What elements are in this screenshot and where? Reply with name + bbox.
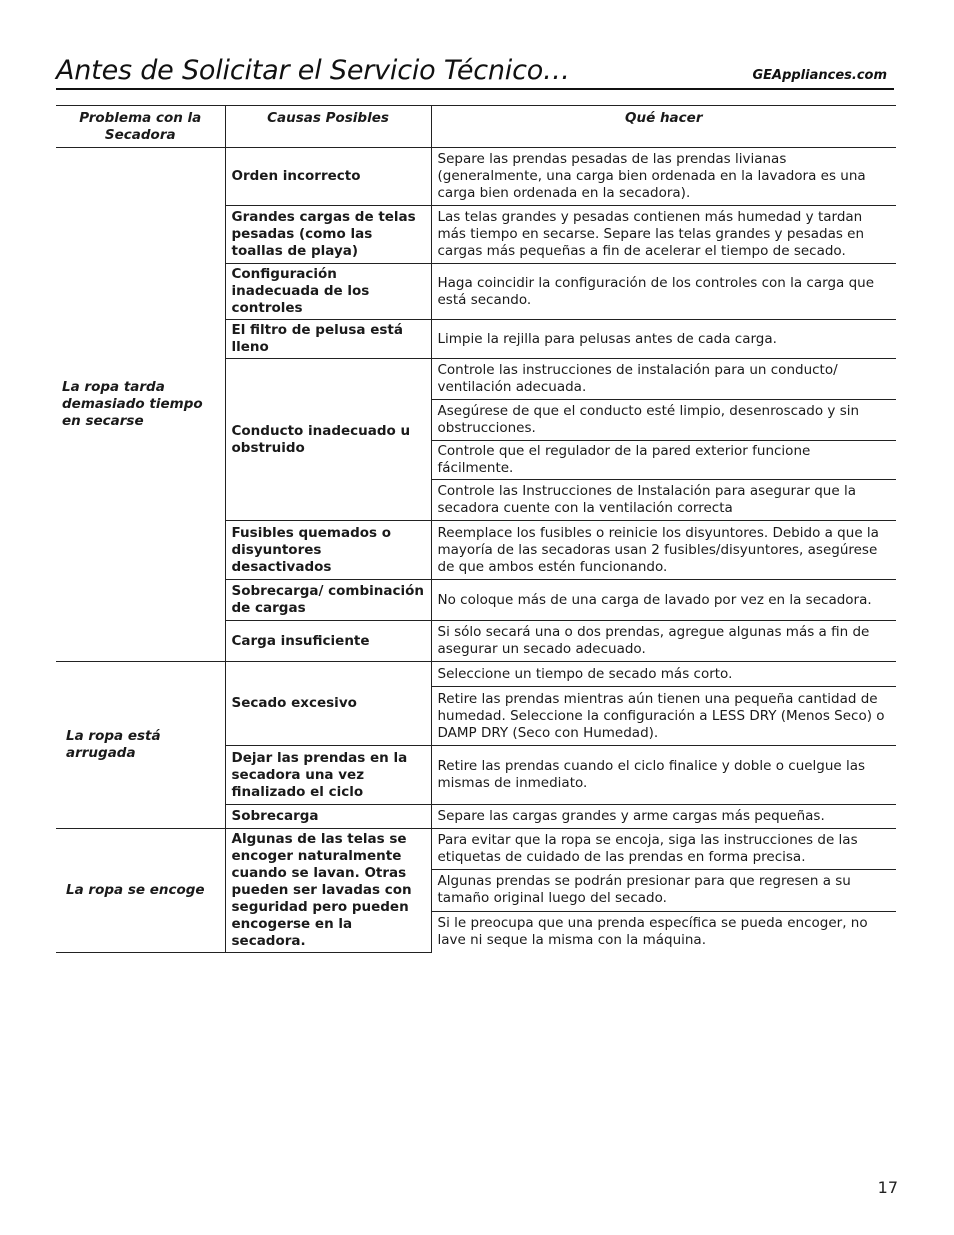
cause-cell: Orden incorrecto xyxy=(225,148,431,206)
cause-cell: Secado excesivo xyxy=(225,662,431,746)
cause-cell: Carga insuficiente xyxy=(225,621,431,662)
cause-cell: Grandes cargas de telas pesadas (como las toallas de playa) xyxy=(225,206,431,264)
problem-cell: La ropa se encoge xyxy=(56,829,225,953)
action-cell: Controle las instrucciones de instalación para un conducto/ ventilación adecuada. xyxy=(431,359,896,400)
action-cell: Las telas grandes y pesadas contienen más humedad y tardan más tiempo en secarse. Separe las telas grandes y pesadas en cargas más pequeñas a fin de acelerar el tiempo de secado. xyxy=(431,206,896,264)
action-cell: Controle que el regulador de la pared exterior funcione fácilmente. xyxy=(431,441,896,480)
cause-cell: Sobrecarga/ combinación de cargas xyxy=(225,580,431,621)
page-number: 17 xyxy=(877,1178,898,1197)
cause-cell: Dejar las prendas en la secadora una vez finalizado el ciclo xyxy=(225,746,431,805)
problem-cell: La ropa está arrugada xyxy=(56,662,225,829)
action-cell: Controle las Instrucciones de Instalación para asegurar que la secadora cuente con la ventilación correcta xyxy=(431,480,896,521)
column-header-actions: Qué hacer xyxy=(431,106,896,148)
action-cell: Retire las prendas mientras aún tienen una pequeña cantidad de humedad. Seleccione la configuración a LESS DRY (Menos Seco) o DAMP DRY (Seco con Humedad). xyxy=(431,687,896,746)
table-header-row xyxy=(56,106,896,148)
action-cell: Seleccione un tiempo de secado más corto. xyxy=(431,662,896,687)
cause-cell: Conducto inadecuado u obstruido xyxy=(225,359,431,521)
cause-cell: Sobrecarga xyxy=(225,805,431,829)
action-cell: Si le preocupa que una prenda específica se pueda encoger, no lave ni seque la misma con la máquina. xyxy=(431,911,896,952)
column-header-problem: Problema con la Secadora xyxy=(56,106,225,148)
cause-cell: Configuración inadecuada de los controles xyxy=(225,264,431,320)
problem-cell: La ropa tarda demasiado tiempo en secarse xyxy=(56,148,225,662)
troubleshooting-table xyxy=(56,105,896,953)
cause-cell: El filtro de pelusa está lleno xyxy=(225,320,431,359)
action-cell: Asegúrese de que el conducto esté limpio, desenroscado y sin obstrucciones. xyxy=(431,400,896,441)
table-row xyxy=(56,829,896,870)
table-row xyxy=(56,662,896,687)
action-cell: Separe las cargas grandes y arme cargas más pequeñas. xyxy=(431,805,896,829)
action-cell: Haga coincidir la configuración de los controles con la carga que está secando. xyxy=(431,264,896,320)
website-link[interactable]: GEAppliances.com xyxy=(752,68,887,83)
action-cell: Si sólo secará una o dos prendas, agregue algunas más a fin de asegurar un secado adecuado. xyxy=(431,621,896,662)
cause-cell: Algunas de las telas se encoger naturalmente cuando se lavan. Otras pueden ser lavadas con seguridad pero pueden encogerse en la secadora. xyxy=(225,829,431,953)
page-title: Antes de Solicitar el Servicio Técnico… xyxy=(56,55,570,86)
action-cell: Algunas prendas se podrán presionar para que regresen a su tamaño original luego del secado. xyxy=(431,870,896,911)
table-row xyxy=(56,148,896,206)
column-header-causes: Causas Posibles xyxy=(225,106,431,148)
page-header xyxy=(56,50,894,90)
action-cell: Limpie la rejilla para pelusas antes de cada carga. xyxy=(431,320,896,359)
action-cell: Para evitar que la ropa se encoja, siga las instrucciones de las etiquetas de cuidado de las prendas en forma precisa. xyxy=(431,829,896,870)
action-cell: No coloque más de una carga de lavado por vez en la secadora. xyxy=(431,580,896,621)
cause-cell: Fusibles quemados o disyuntores desactivados xyxy=(225,521,431,580)
action-cell: Separe las prendas pesadas de las prendas livianas (generalmente, una carga bien ordenada en la lavadora es una carga bien ordenada en la secadora). xyxy=(431,148,896,206)
action-cell: Reemplace los fusibles o reinicie los disyuntores. Debido a que la mayoría de las secadoras usan 2 fusibles/disyuntores, asegúrese de que ambos estén funcionando. xyxy=(431,521,896,580)
action-cell: Retire las prendas cuando el ciclo finalice y doble o cuelgue las mismas de inmediato. xyxy=(431,746,896,805)
